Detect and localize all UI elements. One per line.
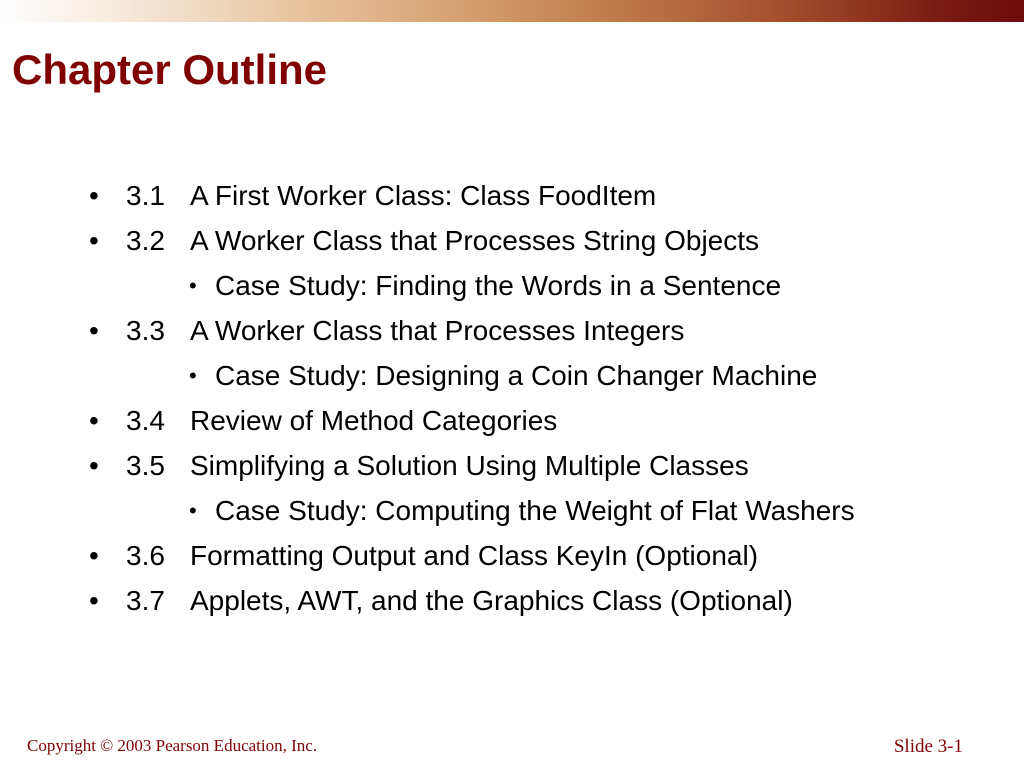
outline-item-3-1 <box>0 173 1024 218</box>
section-number: 3.6 <box>126 540 165 571</box>
section-number: 3.5 <box>126 450 165 481</box>
outline-subitem-case-study-words <box>0 263 1024 308</box>
sub-bullet-icon: • <box>189 273 197 298</box>
section-title: Review of Method Categories <box>190 405 558 436</box>
case-study-title: Case Study: Designing a Coin Changer Machine <box>215 360 818 391</box>
section-number: 3.3 <box>126 315 165 346</box>
case-study-title: Case Study: Computing the Weight of Flat Washers <box>215 495 855 526</box>
bullet-icon: • <box>89 540 99 571</box>
bullet-icon: • <box>89 405 99 436</box>
section-number: 3.2 <box>126 225 165 256</box>
section-title: A First Worker Class: Class FoodItem <box>190 180 657 211</box>
bullet-icon: • <box>89 450 99 481</box>
copyright-notice: Copyright © 2003 Pearson Education, Inc. <box>27 736 318 755</box>
section-title: Applets, AWT, and the Graphics Class (Optional) <box>190 585 793 616</box>
bullet-icon: • <box>89 225 99 256</box>
section-number: 3.1 <box>126 180 165 211</box>
sub-bullet-icon: • <box>189 498 197 523</box>
outline-item-3-2 <box>0 218 1024 263</box>
outline-item-3-7 <box>0 578 1024 623</box>
outline-item-3-3 <box>0 308 1024 353</box>
case-study-title: Case Study: Finding the Words in a Sentence <box>215 270 782 301</box>
slide-number: Slide 3-1 <box>893 736 963 757</box>
outline-subitem-case-study-washers <box>0 488 1024 533</box>
section-number: 3.4 <box>126 405 165 436</box>
bullet-icon: • <box>89 180 99 211</box>
bullet-icon: • <box>89 585 99 616</box>
section-title: A Worker Class that Processes Integers <box>190 315 685 346</box>
bullet-icon: • <box>89 315 99 346</box>
outline-item-3-5 <box>0 443 1024 488</box>
outline-item-3-4 <box>0 398 1024 443</box>
section-number: 3.7 <box>126 585 165 616</box>
section-title: Formatting Output and Class KeyIn (Optional) <box>190 540 759 571</box>
outline-subitem-case-study-coin-changer <box>0 353 1024 398</box>
outline-item-3-6 <box>0 533 1024 578</box>
header-gradient-bar <box>0 0 1024 22</box>
sub-bullet-icon: • <box>189 363 197 388</box>
slide-title: Chapter Outline <box>12 46 328 93</box>
section-title: A Worker Class that Processes String Objects <box>190 225 760 256</box>
section-title: Simplifying a Solution Using Multiple Classes <box>190 450 749 481</box>
chapter-outline-list <box>0 173 1024 623</box>
